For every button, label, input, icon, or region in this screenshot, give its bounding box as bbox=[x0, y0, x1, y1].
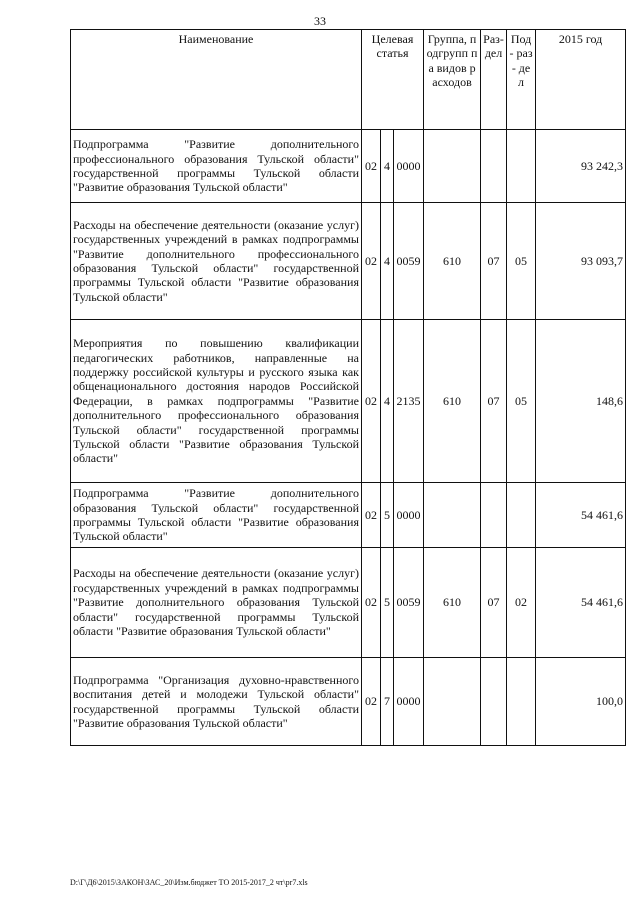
table-row bbox=[71, 203, 626, 320]
row-code-program: 02 bbox=[362, 658, 381, 746]
header-year: 2015 год bbox=[536, 30, 626, 130]
header-row bbox=[71, 30, 626, 130]
row-code-direction: 0000 bbox=[394, 130, 424, 203]
row-code-subprogram: 5 bbox=[381, 548, 394, 658]
header-subsection: Под- раз- дел bbox=[507, 30, 536, 130]
row-name: Подпрограмма "Развитие дополнительного профессионального образования Тульской области" государственной программы Тульской области "Развитие образования Тульской области" bbox=[71, 130, 362, 203]
row-expense-group bbox=[424, 658, 481, 746]
row-code-program: 02 bbox=[362, 483, 381, 548]
row-subsection bbox=[507, 483, 536, 548]
row-code-subprogram: 4 bbox=[381, 320, 394, 483]
table-row bbox=[71, 483, 626, 548]
row-expense-group: 610 bbox=[424, 320, 481, 483]
header-target-article: Целевая статья bbox=[362, 30, 424, 130]
row-code-program: 02 bbox=[362, 548, 381, 658]
page-number: 33 bbox=[314, 14, 326, 28]
table-row bbox=[71, 130, 626, 203]
row-code-subprogram: 4 bbox=[381, 203, 394, 320]
row-amount: 54 461,6 bbox=[536, 548, 626, 658]
row-code-subprogram: 4 bbox=[381, 130, 394, 203]
row-code-subprogram: 7 bbox=[381, 658, 394, 746]
row-code-program: 02 bbox=[362, 203, 381, 320]
row-code-direction: 0000 bbox=[394, 658, 424, 746]
header-name: Наименование bbox=[71, 30, 362, 130]
row-amount: 100,0 bbox=[536, 658, 626, 746]
row-code-program: 02 bbox=[362, 130, 381, 203]
footer-file-path: D:\Г\Д6\2015\ЗАКОН\ЗАС_20\Изм.бюджет ТО 2015-2017_2 чт\pr7.xls bbox=[70, 878, 308, 887]
row-code-direction: 0059 bbox=[394, 548, 424, 658]
row-amount: 93 093,7 bbox=[536, 203, 626, 320]
row-name: Расходы на обеспечение деятельности (оказание услуг) государственных учреждений в рамках подпрограммы "Развитие дополнительного образования Тульской области" государственной программы Тульской области "Развитие образования Тульской области" bbox=[71, 548, 362, 658]
row-subsection bbox=[507, 130, 536, 203]
table-row bbox=[71, 548, 626, 658]
row-code-direction: 2135 bbox=[394, 320, 424, 483]
row-expense-group bbox=[424, 130, 481, 203]
row-name: Подпрограмма "Развитие дополнительного образования Тульской области" государственной программы Тульской области "Развитие образования Тульской области" bbox=[71, 483, 362, 548]
row-code-subprogram: 5 bbox=[381, 483, 394, 548]
row-section: 07 bbox=[481, 548, 507, 658]
header-expense-group: Группа, подгрупп па видов расходов bbox=[424, 30, 481, 130]
header-section: Раз- дел bbox=[481, 30, 507, 130]
row-expense-group: 610 bbox=[424, 203, 481, 320]
budget-table bbox=[70, 29, 626, 746]
row-section: 07 bbox=[481, 320, 507, 483]
table-row bbox=[71, 320, 626, 483]
row-code-direction: 0000 bbox=[394, 483, 424, 548]
row-expense-group bbox=[424, 483, 481, 548]
row-section: 07 bbox=[481, 203, 507, 320]
row-subsection: 05 bbox=[507, 203, 536, 320]
row-name: Подпрограмма "Организация духовно-нравственного воспитания детей и молодежи Тульской области" государственной программы Тульской области "Развитие образования Тульской области" bbox=[71, 658, 362, 746]
row-section bbox=[481, 658, 507, 746]
row-subsection bbox=[507, 658, 536, 746]
row-code-program: 02 bbox=[362, 320, 381, 483]
row-section bbox=[481, 483, 507, 548]
table-row bbox=[71, 658, 626, 746]
row-name: Мероприятия по повышению квалификации педагогических работников, направленные на поддержку российской культуры и русского языка как общенационального достояния народов Российской Федерации, в рамках подпрограммы "Развитие дополнительного профессионального образования Тульской области" государственной программы Тульской области "Развитие образования Тульской области" bbox=[71, 320, 362, 483]
row-section bbox=[481, 130, 507, 203]
row-code-direction: 0059 bbox=[394, 203, 424, 320]
row-subsection: 02 bbox=[507, 548, 536, 658]
row-amount: 93 242,3 bbox=[536, 130, 626, 203]
row-expense-group: 610 bbox=[424, 548, 481, 658]
row-amount: 54 461,6 bbox=[536, 483, 626, 548]
row-amount: 148,6 bbox=[536, 320, 626, 483]
row-subsection: 05 bbox=[507, 320, 536, 483]
row-name: Расходы на обеспечение деятельности (оказание услуг) государственных учреждений в рамках подпрограммы "Развитие дополнительного профессионального образования Тульской области" государственной программы Тульской области "Развитие образования Тульской области" bbox=[71, 203, 362, 320]
